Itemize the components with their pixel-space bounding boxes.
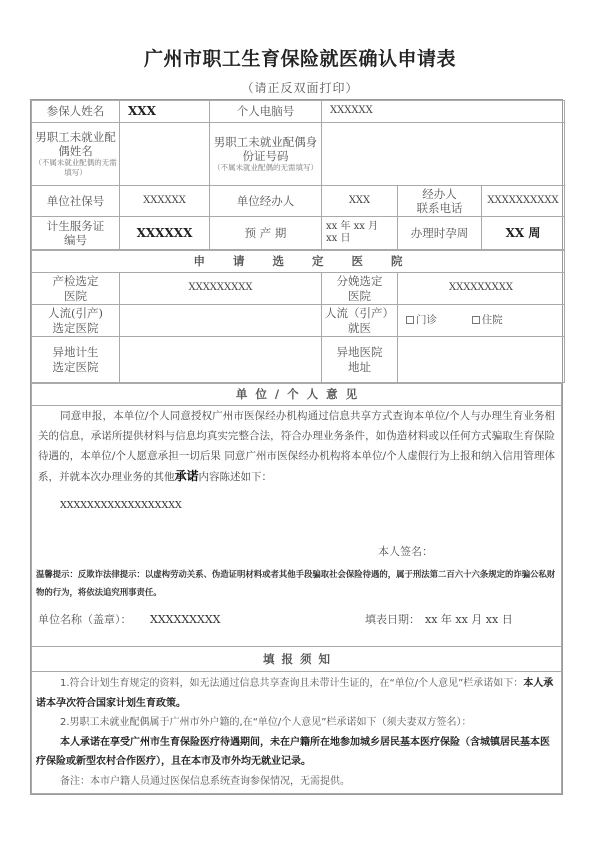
row-prenatal xyxy=(32,273,565,305)
handler-phone-label xyxy=(398,186,482,217)
row-remote xyxy=(32,337,565,383)
notice-item-1-text: 1.符合计划生育规定的资料，如无法通过信息共享查询且未带计生证的，在“单位/个人意见”栏承诺如下： xyxy=(60,678,524,689)
notice-item-1 xyxy=(36,674,557,713)
notice-item-2-text: 2.男职工未就业配偶属于广州市外户籍的,在“单位/个人意见”栏承诺如下（须夫妻双方签名）： xyxy=(60,717,472,728)
hospital-section-heading xyxy=(32,251,565,273)
spouse-name-label: 男职工未就业配偶姓名 xyxy=(35,129,116,158)
form-subtitle: （请正反双面打印） xyxy=(241,81,359,95)
delivery-label-line1: 分娩选定 xyxy=(336,274,383,289)
abortion-hospital-label xyxy=(32,305,120,337)
notice-body xyxy=(32,672,562,794)
due-date-value-line1: xx 年 xx 月 xyxy=(326,220,379,232)
opinion-section-heading: 单 位 / 个 人 意 见 xyxy=(32,384,562,406)
form-title: 广州市职工生育保险就医确认申请表 xyxy=(143,48,456,70)
application-form xyxy=(30,99,563,795)
row-spouse xyxy=(32,123,565,186)
heading-char: 选 xyxy=(272,254,284,269)
outpatient-option[interactable] xyxy=(406,314,437,326)
notice-remark xyxy=(36,772,557,792)
opinion-body xyxy=(32,406,562,647)
abortion-visit-label-line2: 就医 xyxy=(348,320,371,335)
computer-no-field[interactable]: XXXXXX xyxy=(322,101,565,123)
prenatal-hospital-label xyxy=(32,273,120,305)
row-unit xyxy=(32,186,565,217)
due-date-value-line2: xx 日 xyxy=(326,233,351,244)
remote-label-line2: 选定医院 xyxy=(52,359,99,374)
remote-addr-label-line1: 异地医院 xyxy=(336,345,383,360)
row-insured xyxy=(32,101,565,123)
heading-char: 请 xyxy=(233,254,245,269)
heading-char: 院 xyxy=(391,254,403,269)
notice-heading-row xyxy=(32,647,562,672)
spouse-id-label: 男职工未就业配偶身份证号码 xyxy=(213,134,318,163)
spouse-id-field[interactable] xyxy=(322,123,565,186)
prenatal-hospital-field[interactable]: XXXXXXXXX xyxy=(120,273,322,305)
prenatal-label-line2: 医院 xyxy=(64,288,87,303)
notice-section-heading: 填 报 须 知 xyxy=(32,647,562,672)
fp-cert-label-line2: 编号 xyxy=(64,233,87,247)
abortion-label-line1: 人流(引产) xyxy=(48,306,103,321)
gest-week-field[interactable]: XX 周 xyxy=(482,217,565,250)
unit-handler-field[interactable]: XXX xyxy=(322,186,398,217)
handler-phone-label-line1: 经办人 xyxy=(422,186,457,201)
remote-hospital-field[interactable] xyxy=(120,337,322,383)
outpatient-checkbox[interactable] xyxy=(406,316,414,324)
due-date-label: 预 产 期 xyxy=(210,217,322,250)
basic-info-table xyxy=(31,100,565,250)
row-fp-cert xyxy=(32,217,565,250)
fp-cert-field[interactable]: XXXXXX xyxy=(120,217,210,250)
visit-type-options xyxy=(398,305,565,337)
remote-label-line1: 异地计生 xyxy=(52,345,99,360)
unit-ss-no-field[interactable]: XXXXXX xyxy=(120,186,210,217)
abortion-visit-label-line1: 人流（引产） xyxy=(325,306,394,321)
handler-phone-label-line2: 联系电话 xyxy=(416,201,463,215)
remote-hospital-label xyxy=(32,337,120,383)
opinion-table xyxy=(31,383,562,794)
spouse-name-label-cell xyxy=(32,123,120,186)
spouse-id-note: （不属未就业配偶的无需填写） xyxy=(213,163,318,173)
delivery-hospital-label xyxy=(322,273,398,305)
abortion-visit-label xyxy=(322,305,398,337)
delivery-hospital-field[interactable]: XXXXXXXXX xyxy=(398,273,565,305)
notice-item-2-bold: 本人承诺在享受广州市生育保险医疗待遇期间，未在户籍所在地参加城乡居民基本医疗保险（含城镇居民基本医疗保险或新型农村合作医疗），且在本市及市外均无就业记录。 xyxy=(36,736,550,767)
row-abortion xyxy=(32,305,565,337)
insured-name-field[interactable]: XXX xyxy=(120,101,210,123)
due-date-field[interactable] xyxy=(322,217,398,250)
abortion-hospital-field[interactable] xyxy=(120,305,322,337)
remote-address-field[interactable] xyxy=(398,337,565,383)
heading-char: 医 xyxy=(351,254,363,269)
unit-handler-label: 单位经办人 xyxy=(210,186,322,217)
computer-no-label: 个人电脑号 xyxy=(210,101,322,123)
opinion-paragraph xyxy=(32,406,561,487)
fill-date-field[interactable]: xx 年 xx 月 xx 日 xyxy=(425,613,513,626)
opinion-text: 同意申报，本单位/个人同意授权广州市医保经办机构通过信息共享方式查询本单位/个人与办理生育业务相关的信息，承诺所提供材料与信息均真实完整合法，符合办理业务条件，如伪造材料或以任何方式骗取生育保险待遇的，本单位/个人愿意承担一切后果 同意广州市医保经办机构将本单位/个人虚假行为上报和纳入信用管理体系，并就本次办理业务的其他 xyxy=(38,410,555,483)
handler-phone-field[interactable]: XXXXXXXXXX xyxy=(482,186,565,217)
fp-cert-label xyxy=(32,217,120,250)
opinion-body-row xyxy=(32,406,562,647)
spouse-name-field[interactable] xyxy=(120,123,210,186)
anti-fraud-warning: 温馨提示：反欺诈法律提示：以虚构劳动关系、伪造证明材料或者其他手段骗取社会保险待遇的，属于刑法第二百六十六条规定的诈骗公私财物的行为，将依法追究刑事责任。 xyxy=(36,569,556,597)
notice-item-2 xyxy=(36,713,557,733)
unit-name-field[interactable]: XXXXXXXXX xyxy=(150,613,221,626)
heading-char: 申 xyxy=(193,254,205,269)
fill-date-label: 填表日期： xyxy=(365,613,420,626)
signature-label: 本人签名： xyxy=(378,545,433,558)
insured-name-label: 参保人姓名 xyxy=(32,101,120,123)
inpatient-checkbox[interactable] xyxy=(472,316,480,324)
fp-cert-label-line1: 计生服务证 xyxy=(46,218,105,233)
opinion-tail: 内容陈述如下： xyxy=(198,471,273,483)
outpatient-label: 门诊 xyxy=(416,313,437,326)
remote-addr-label-line2: 地址 xyxy=(348,359,371,374)
opinion-heading-row xyxy=(32,384,562,406)
notice-item-1-bold: 本人承诺本孕次符合国家计划生育政策。 xyxy=(36,678,554,709)
remote-address-label xyxy=(322,337,398,383)
notice-remark-text: 备注：本市户籍人员通过医保信息系统查询参保情况，无需提供。 xyxy=(60,775,350,787)
unit-name-label: 单位名称（盖章）： xyxy=(38,613,132,626)
gest-week-label: 办理时孕周 xyxy=(398,217,482,250)
prenatal-label-line1: 产检选定 xyxy=(52,274,99,289)
unit-date-line xyxy=(32,611,561,641)
unit-ss-no-label: 单位社保号 xyxy=(32,186,120,217)
inpatient-label: 住院 xyxy=(481,313,503,326)
opinion-bold: 承诺 xyxy=(174,469,199,483)
delivery-label-line2: 医院 xyxy=(348,288,371,303)
notice-list xyxy=(32,672,561,793)
notice-item-2-commitment xyxy=(36,733,557,772)
notice-body-row xyxy=(32,672,562,794)
inpatient-option[interactable] xyxy=(472,314,503,326)
spouse-name-note: （不属未就业配偶的无需填写） xyxy=(34,158,117,178)
abortion-label-line2: 选定医院 xyxy=(52,320,99,335)
hospital-heading-row xyxy=(32,251,565,273)
heading-char: 定 xyxy=(312,254,324,269)
hospital-table xyxy=(31,250,565,383)
commitment-field[interactable]: XXXXXXXXXXXXXXXXXX xyxy=(60,500,182,511)
spouse-id-label-cell xyxy=(210,123,322,186)
